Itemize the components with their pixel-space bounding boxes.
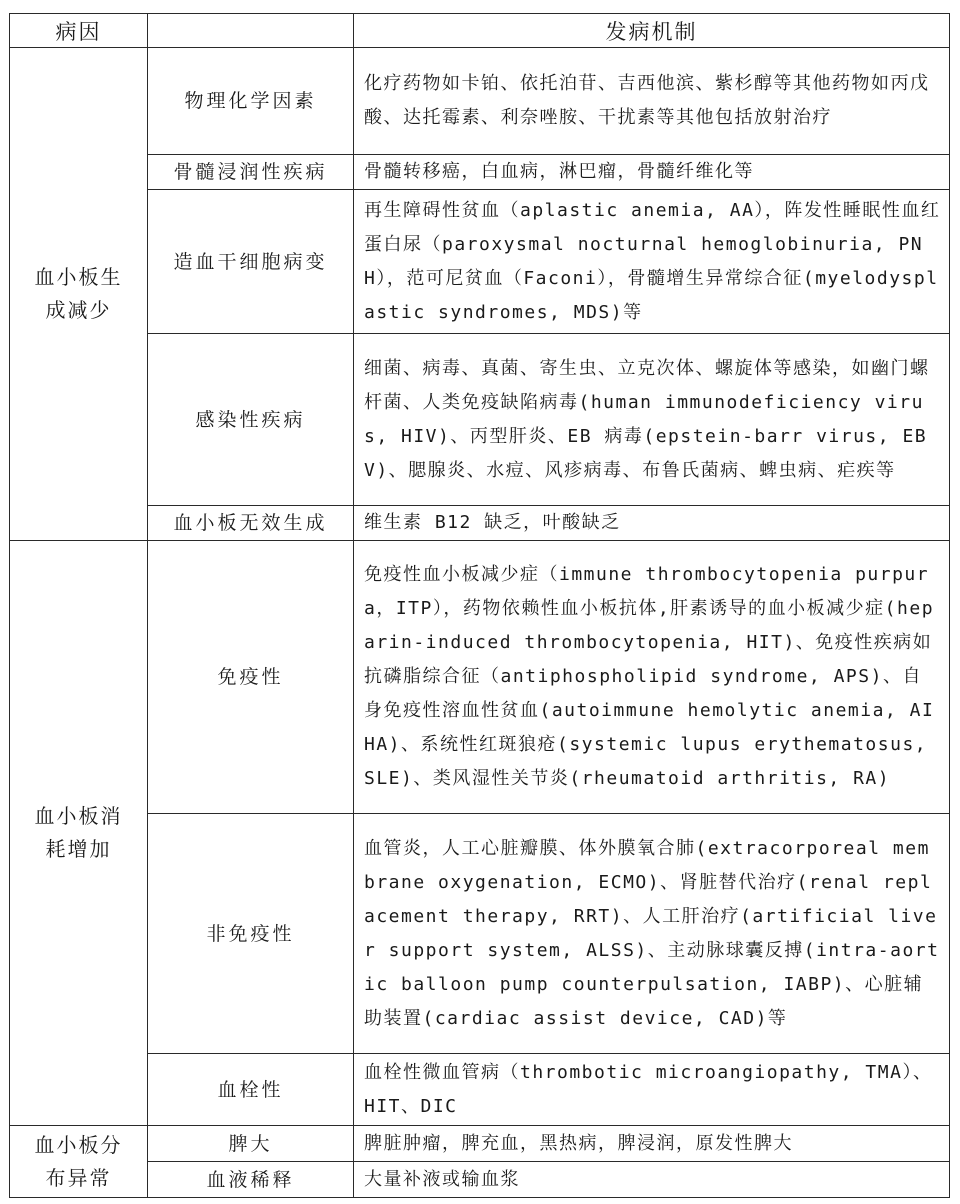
table-header-row [10, 14, 950, 48]
mechanism-immune: 免疫性血小板减少症（immune thrombocytopenia purpura，ITP），药物依赖性血小板抗体,肝素诱导的血小板减少症(heparin-induced thrombocytopenia, HIT)、免疫性疾病如抗磷脂综合征（antiphospholipid syndrome, APS)、自身免疫性溶血性贫血(autoimmune hemolytic anemia, AIHA)、系统性红斑狼疮(systemic lupus erythematosus, SLE)、类风湿性关节炎(rheumatoid arthritis, RA) [354, 541, 950, 814]
table-row [10, 190, 950, 334]
table-row [10, 1126, 950, 1162]
factor-stem-cell: 造血干细胞病变 [148, 190, 354, 334]
thrombocytopenia-cause-table [9, 13, 950, 1198]
factor-non-immune: 非免疫性 [148, 814, 354, 1054]
table-row [10, 1162, 950, 1198]
factor-physical-chemical: 物理化学因素 [148, 48, 354, 155]
factor-infection: 感染性疾病 [148, 334, 354, 506]
factor-thrombotic: 血栓性 [148, 1054, 354, 1126]
table-row [10, 155, 950, 190]
mechanism-stem-cell: 再生障碍性贫血（aplastic anemia, AA），阵发性睡眠性血红蛋白尿（paroxysmal nocturnal hemoglobinuria, PNH），范可尼贫血（Faconi），骨髓增生异常综合征(myelodysplastic syndromes, MDS)等 [354, 190, 950, 334]
category-abnormal-distribution: 血小板分布异常 [10, 1126, 148, 1198]
factor-splenomegaly: 脾大 [148, 1126, 354, 1162]
header-cause: 病因 [10, 14, 148, 48]
header-cause-spacer [148, 14, 354, 48]
mechanism-thrombotic: 血栓性微血管病（thrombotic microangiopathy, TMA）、HIT、DIC [354, 1054, 950, 1126]
mechanism-ineffective: 维生素 B12 缺乏，叶酸缺乏 [354, 506, 950, 541]
table-row [10, 814, 950, 1054]
factor-dilution: 血液稀释 [148, 1162, 354, 1198]
mechanism-infection: 细菌、病毒、真菌、寄生虫、立克次体、螺旋体等感染，如幽门螺杆菌、人类免疫缺陷病毒(human immunodeficiency virus, HIV)、丙型肝炎、EB 病毒(epstein-barr virus, EBV)、腮腺炎、水痘、风疹病毒、布鲁氏菌病、蜱虫病、疟疾等 [354, 334, 950, 506]
mechanism-splenomegaly: 脾脏肿瘤，脾充血，黑热病，脾浸润，原发性脾大 [354, 1126, 950, 1162]
table-row [10, 541, 950, 814]
table-row [10, 506, 950, 541]
table-row [10, 48, 950, 155]
mechanism-marrow-infiltration: 骨髓转移癌，白血病，淋巴瘤，骨髓纤维化等 [354, 155, 950, 190]
mechanism-non-immune: 血管炎，人工心脏瓣膜、体外膜氧合肺(extracorporeal membrane oxygenation, ECMO)、肾脏替代治疗(renal replacement therapy, RRT)、人工肝治疗(artificial liver support system, ALSS)、主动脉球囊反搏(intra-aortic balloon pump counterpulsation, IABP)、心脏辅助装置(cardiac assist device, CAD)等 [354, 814, 950, 1054]
mechanism-dilution: 大量补液或输血浆 [354, 1162, 950, 1198]
category-increased-consumption: 血小板消耗增加 [10, 541, 148, 1126]
category-decreased-production: 血小板生成减少 [10, 48, 148, 541]
table-row [10, 334, 950, 506]
factor-marrow-infiltration: 骨髓浸润性疾病 [148, 155, 354, 190]
factor-immune: 免疫性 [148, 541, 354, 814]
mechanism-physical-chemical: 化疗药物如卡铂、依托泊苷、吉西他滨、紫杉醇等其他药物如丙戊酸、达托霉素、利奈唑胺、干扰素等其他包括放射治疗 [354, 48, 950, 155]
table-row [10, 1054, 950, 1126]
factor-ineffective: 血小板无效生成 [148, 506, 354, 541]
header-mechanism: 发病机制 [354, 14, 950, 48]
